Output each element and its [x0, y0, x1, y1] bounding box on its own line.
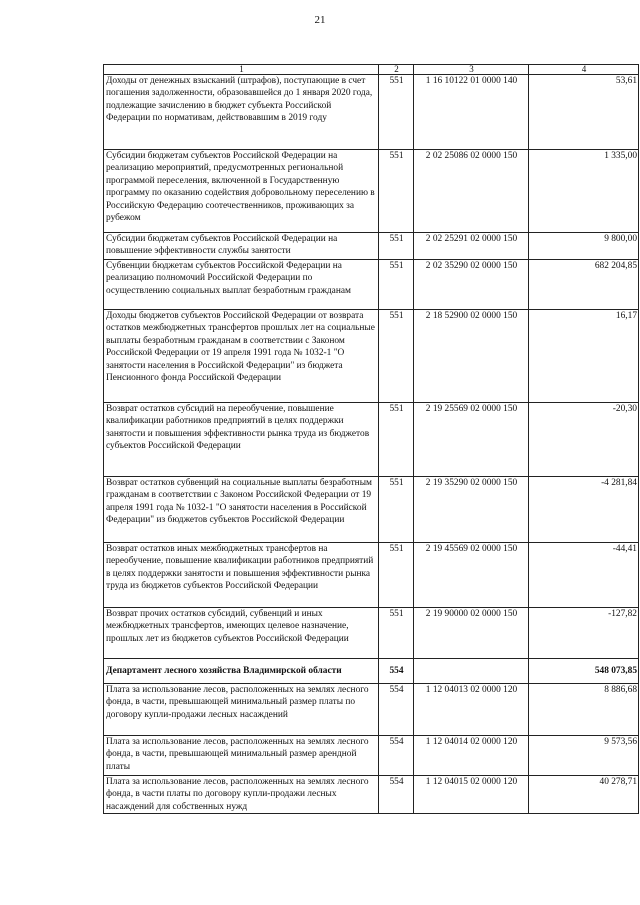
row-description: Возврат остатков субвенций на социальные выплаты безработным гражданам в соответствии с Законом Российской Федерации от 19 апреля 1991 года № 1032-1 "О занятости населения в Российской Федерации" из бюджетов субъектов Российской Федерации: [104, 477, 379, 543]
row-admin-code: 554: [379, 776, 414, 814]
row-amount: 40 278,71: [529, 776, 639, 814]
row-description: Доходы бюджетов субъектов Российской Федерации от возврата остатков межбюджетных трансфертов прошлых лет на социальные выплаты безработным гражданам в соответствии с Законом Российской Федерации от 19 апреля 1991 года № 1032-1 "О занятости населения в Российской Федерации" из бюджета Пенсионного фонда Российской Федерации: [104, 310, 379, 403]
row-description: Плата за использование лесов, расположенных на землях лесного фонда, в части платы по договору купли-продажи лесных насаждений для собственных нужд: [104, 776, 379, 814]
row-amount: -127,82: [529, 608, 639, 659]
row-amount: -20,30: [529, 403, 639, 477]
header-col-2: 2: [379, 65, 414, 75]
row-amount: 1 335,00: [529, 150, 639, 233]
row-budget-code: 2 02 35290 02 0000 150: [414, 260, 529, 310]
row-admin-code: 551: [379, 543, 414, 608]
page-number: 21: [314, 14, 326, 26]
row-description: Субсидии бюджетам субъектов Российской Федерации на реализацию мероприятий, предусмотренных региональной программой переселения, включенной в Государственную программу по оказанию содействия добровольному переселению в Российскую Федерацию соотечественников, проживающих за рубежом: [104, 150, 379, 233]
table-row: [104, 684, 639, 736]
row-budget-code: 2 18 52900 02 0000 150: [414, 310, 529, 403]
row-admin-code: 554: [379, 684, 414, 736]
row-budget-code: 2 02 25086 02 0000 150: [414, 150, 529, 233]
row-admin-code: 554: [379, 659, 414, 684]
row-admin-code: 551: [379, 608, 414, 659]
header-col-4: 4: [529, 65, 639, 75]
row-description: Возврат остатков субсидий на переобучение, повышение квалификации работников предприятий в целях поддержки занятости и повышения эффективности рынка труда из бюджетов субъектов Российской Федерации: [104, 403, 379, 477]
row-admin-code: 551: [379, 477, 414, 543]
header-col-3: 3: [414, 65, 529, 75]
table-row: [104, 477, 639, 543]
row-description: Плата за использование лесов, расположенных на землях лесного фонда, в части, превышающей минимальный размер платы по договору купли-продажи лесных насаждений: [104, 684, 379, 736]
row-amount: 9 573,56: [529, 736, 639, 776]
department-total: 548 073,85: [529, 659, 639, 684]
row-budget-code: 1 16 10122 01 0000 140: [414, 75, 529, 150]
row-description: Доходы от денежных взысканий (штрафов), поступающие в счет погашения задолженности, образовавшейся до 1 января 2020 года, подлежащие зачислению в бюджет субъекта Российской Федерации по нормативам, действовавшим в 2019 году: [104, 75, 379, 150]
row-admin-code: 551: [379, 75, 414, 150]
row-amount: 16,17: [529, 310, 639, 403]
row-description: Плата за использование лесов, расположенных на землях лесного фонда, в части, превышающей минимальный размер арендной платы: [104, 736, 379, 776]
row-description: Возврат остатков иных межбюджетных трансфертов на переобучение, повышение квалификации работников предприятий в целях поддержки занятости и повышения эффективности рынка труда из бюджетов субъектов Российской Федерации: [104, 543, 379, 608]
row-admin-code: 551: [379, 233, 414, 260]
table-row: [104, 776, 639, 814]
row-amount: 8 886,68: [529, 684, 639, 736]
table-row: [104, 233, 639, 260]
row-amount: -44,41: [529, 543, 639, 608]
row-amount: 53,61: [529, 75, 639, 150]
table-row: [104, 736, 639, 776]
table-row-department: [104, 659, 639, 684]
header-col-1: 1: [104, 65, 379, 75]
row-budget-code: 1 12 04015 02 0000 120: [414, 776, 529, 814]
row-budget-code: 2 19 45569 02 0000 150: [414, 543, 529, 608]
row-admin-code: 551: [379, 310, 414, 403]
table-row: [104, 543, 639, 608]
table-row: [104, 260, 639, 310]
table-row: [104, 608, 639, 659]
department-name: Департамент лесного хозяйства Владимирской области: [104, 659, 379, 684]
table-row: [104, 75, 639, 150]
row-admin-code: 551: [379, 260, 414, 310]
table-row: [104, 403, 639, 477]
row-budget-code: 2 19 90000 02 0000 150: [414, 608, 529, 659]
row-budget-code: 1 12 04014 02 0000 120: [414, 736, 529, 776]
row-budget-code: 2 19 35290 02 0000 150: [414, 477, 529, 543]
row-admin-code: 551: [379, 150, 414, 233]
row-budget-code: 1 12 04013 02 0000 120: [414, 684, 529, 736]
row-admin-code: 554: [379, 736, 414, 776]
row-budget-code: 2 02 25291 02 0000 150: [414, 233, 529, 260]
row-description: Субсидии бюджетам субъектов Российской Федерации на повышение эффективности службы занятости: [104, 233, 379, 260]
row-description: Субвенции бюджетам субъектов Российской Федерации на реализацию полномочий Российской Федерации по осуществлению социальных выплат безработным гражданам: [104, 260, 379, 310]
table-header-row: [104, 65, 639, 75]
row-budget-code: [414, 659, 529, 684]
table-row: [104, 150, 639, 233]
budget-table: [103, 64, 639, 814]
row-admin-code: 551: [379, 403, 414, 477]
row-budget-code: 2 19 25569 02 0000 150: [414, 403, 529, 477]
row-amount: 682 204,85: [529, 260, 639, 310]
row-description: Возврат прочих остатков субсидий, субвенций и иных межбюджетных трансфертов, имеющих целевое назначение, прошлых лет из бюджетов субъектов Российской Федерации: [104, 608, 379, 659]
table-row: [104, 310, 639, 403]
row-amount: 9 800,00: [529, 233, 639, 260]
row-amount: -4 281,84: [529, 477, 639, 543]
